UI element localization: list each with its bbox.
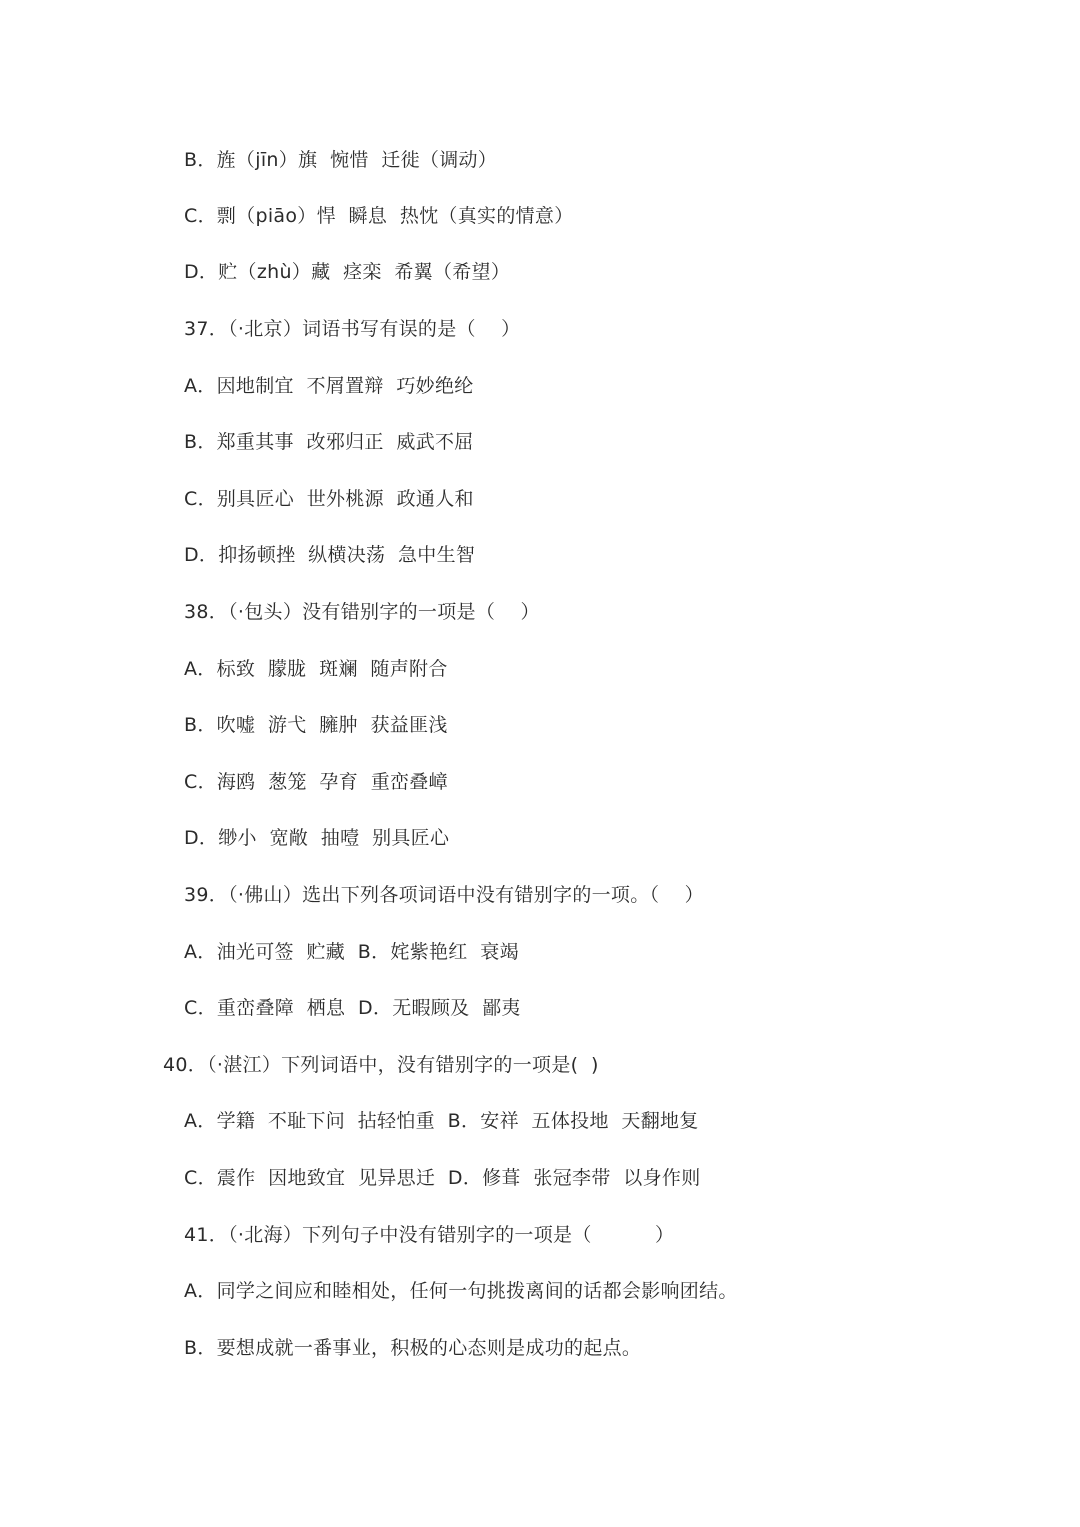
option-41b: B．要想成就一番事业，积极的心态则是成功的起点。	[184, 1337, 642, 1359]
question-40: 40．（·湛江）下列词语中，没有错别字的一项是( )	[163, 1054, 599, 1076]
option-38b: B．吹嘘 游弋 臃肿 获益匪浅	[184, 714, 448, 736]
option-37c: C．别具匠心 世外桃源 政通人和	[184, 488, 474, 510]
option-36c: C．剽（piāo）悍 瞬息 热忱（真实的情意）	[184, 205, 574, 227]
option-38d: D．缈小 宽敞 抽噎 别具匠心	[184, 827, 450, 849]
option-37a: A．因地制宜 不屑置辩 巧妙绝纶	[184, 375, 474, 397]
question-37: 37．（·北京）词语书写有误的是（ ）	[184, 318, 521, 340]
option-36b: B．旌（jīn）旗 惋惜 迁徙（调动）	[184, 149, 498, 171]
options-39cd: C．重峦叠障 栖息 D．无暇顾及 鄙夷	[184, 997, 521, 1019]
option-38a: A．标致 朦胧 斑斓 随声附合	[184, 658, 448, 680]
options-40ab: A．学籍 不耻下问 拈轻怕重 B．安祥 五体投地 天翻地复	[184, 1110, 699, 1132]
option-37d: D．抑扬顿挫 纵横决荡 急中生智	[184, 544, 476, 566]
question-41: 41．（·北海）下列句子中没有错别字的一项是（ ）	[184, 1224, 675, 1246]
option-37b: B．郑重其事 改邪归正 威武不屈	[184, 431, 474, 453]
option-36d: D．贮（zhù）藏 痉栾 希翼（希望）	[184, 261, 511, 283]
question-39: 39．（·佛山）选出下列各项词语中没有错别字的一项。（ ）	[184, 884, 704, 906]
options-40cd: C．震作 因地致宜 见异思迁 D．修葺 张冠李带 以身作则	[184, 1167, 701, 1189]
option-38c: C．海鸥 葱笼 孕育 重峦叠嶂	[184, 771, 448, 793]
options-39ab: A．油光可签 贮藏 B．姹紫艳红 衰竭	[184, 941, 519, 963]
question-38: 38．（·包头）没有错别字的一项是（ ）	[184, 601, 540, 623]
option-41a: A．同学之间应和睦相处，任何一句挑拨离间的话都会影响团结。	[184, 1280, 738, 1302]
